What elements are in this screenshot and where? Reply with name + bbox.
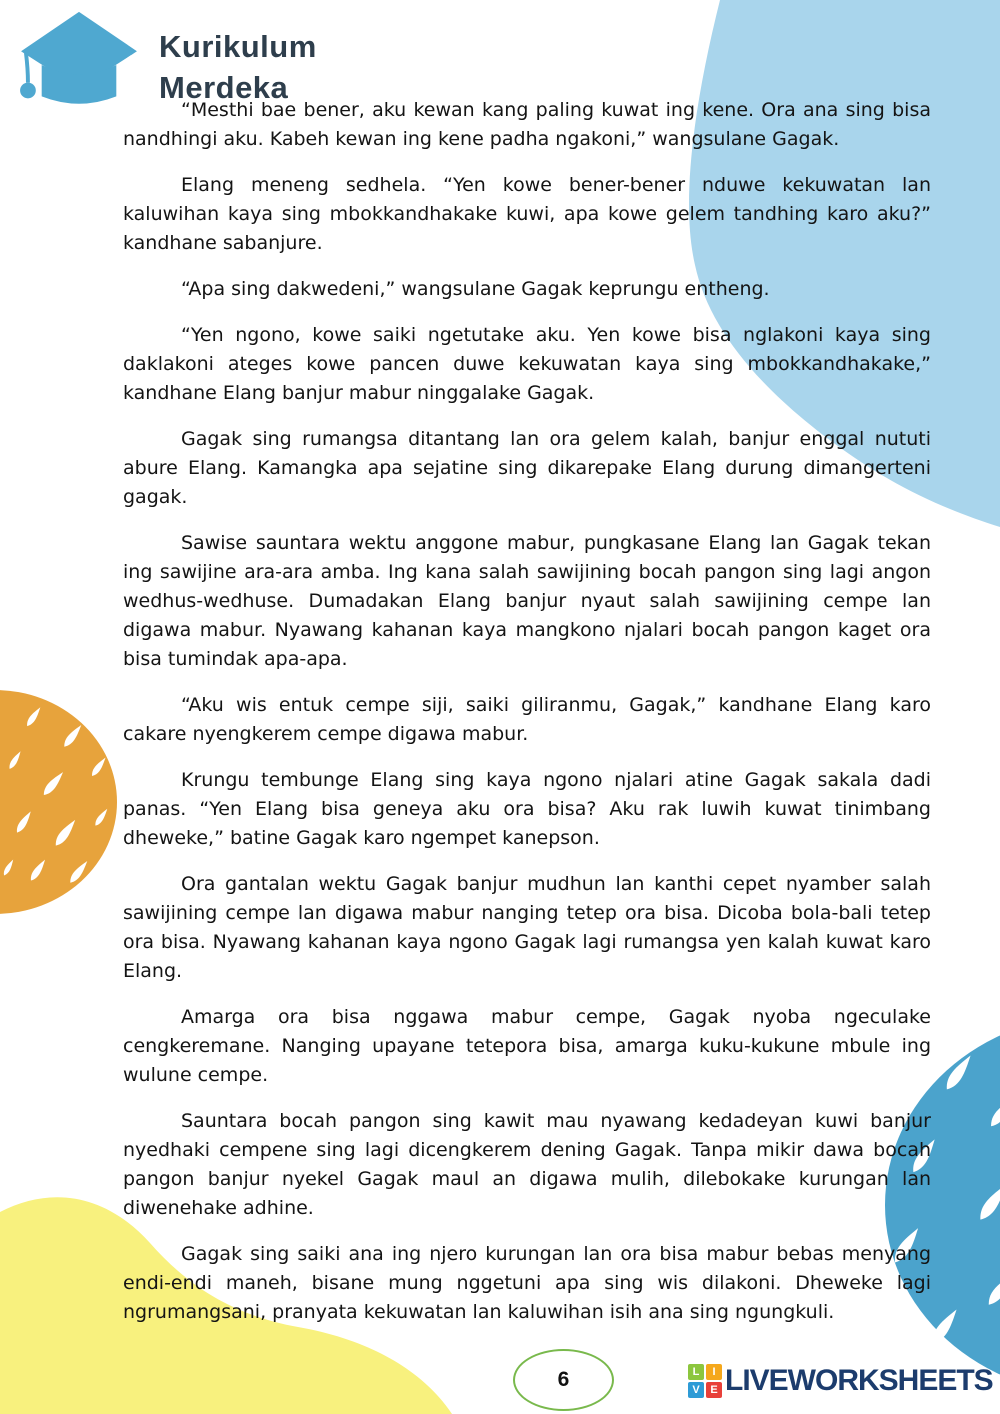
story-text	[123, 96, 931, 1344]
brand-square-i: I	[706, 1364, 722, 1380]
paragraph: “Yen ngono, kowe saiki ngetutake aku. Yen kowe bisa nglakoni kaya sing daklakoni ateges kowe pancen duwe kekuwatan kaya sing mbokkandhakake,” kandhane Elang banjur mabur ninggalake Gagak.	[123, 324, 931, 404]
brand-square-v: V	[688, 1382, 704, 1398]
kurikulum-merdeka-logo	[15, 8, 317, 116]
paragraph: Sauntara bocah pangon sing kawit mau nyawang kedadeyan kuwi banjur nyedhaki cempene sing lagi dicengkerem dening Gagak. Tanpa mikir dawa bocah pangon banjur nyekel Gagak maul an digawa mulih, dilebokake kurungan lan diwenehake adhine.	[123, 1110, 931, 1219]
paragraph: “Mesthi bae bener, aku kewan kang paling kuwat ing kene. Ora ana sing bisa nandhingi aku. Kabeh kewan ing kene padha ngakoni,” wangsulane Gagak.	[123, 99, 931, 150]
liveworksheets-squares-icon	[688, 1364, 722, 1398]
paragraph: “Apa sing dakwedeni,” wangsulane Gagak keprungu entheng.	[181, 278, 770, 300]
logo-title-line2: Merdeka	[159, 70, 289, 105]
brand-wordmark: LIVEWORKSHEETS	[725, 1364, 993, 1397]
paragraph: Sawise sauntara wektu anggone mabur, pungkasane Elang lan Gagak tekan ing sawijine ara-ara amba. Ing kana salah sawijining bocah pangon sing lagi angon wedhus-wedhuse. Dumadakan Elang banjur nyaut salah sawijining cempe lan digawa mabur. Nyawang kahanan kaya mangkono njalari bocah pangon kaget ora bisa tumindak apa-apa.	[123, 532, 931, 670]
paragraph: Elang meneng sedhela. “Yen kowe bener-bener nduwe kekuwatan lan kaluwihan kaya sing mbokkandhakake kuwi, apa kowe gelem tandhing karo aku?” kandhane sabanjure.	[123, 174, 931, 254]
brand-square-e: E	[706, 1382, 722, 1398]
paragraph: Gagak sing saiki ana ing njero kurungan lan ora bisa mabur bebas menyang endi-endi maneh, bisane mung nggetuni apa sing wis dilakoni. Dheweke lagi ngrumangsani, pranyata kekuwatan lan kaluwihan isih ana sing ngungkuli.	[123, 1243, 931, 1323]
paragraph: Ora gantalan wektu Gagak banjur mudhun lan kanthi cepet nyamber salah sawijining cempe lan digawa mabur nanging tetep ora bisa. Dicoba bola-bali tetep ora bisa. Nyawang kahanan kaya ngono Gagak lagi rumangsa yen kalah kuwat karo Elang.	[123, 873, 931, 982]
liveworksheets-logo	[688, 1364, 993, 1398]
graduation-cap-icon	[15, 8, 143, 116]
paragraph: Gagak sing rumangsa ditantang lan ora gelem kalah, banjur enggal nututi abure Elang. Kamangka apa sejatine sing dikarepake Elang durung dimangerteni gagak.	[123, 428, 931, 508]
paragraph: “Aku wis entuk cempe siji, saiki giliranmu, Gagak,” kandhane Elang karo cakare nyengkerem cempe digawa mabur.	[123, 694, 931, 745]
logo-wordmark	[159, 26, 317, 108]
page-number-badge	[513, 1349, 614, 1411]
orange-blob	[0, 690, 117, 914]
logo-title-line1: Kurikulum	[159, 29, 317, 64]
paragraph: Krungu tembunge Elang sing kaya ngono njalari atine Gagak sakala dadi panas. “Yen Elang bisa geneya aku ora bisa? Aku rak luwih kuwat tinimbang dheweke,” batine Gagak karo ngempet kanepson.	[123, 769, 931, 849]
paragraph: Amarga ora bisa nggawa mabur cempe, Gagak nyoba ngeculake cengkeremane. Nanging upayane tetepora bisa, amarga kuku-kukune mbule ing wulune cempe.	[123, 1006, 931, 1086]
page-number: 6	[557, 1368, 570, 1391]
brand-square-l: L	[688, 1364, 704, 1380]
